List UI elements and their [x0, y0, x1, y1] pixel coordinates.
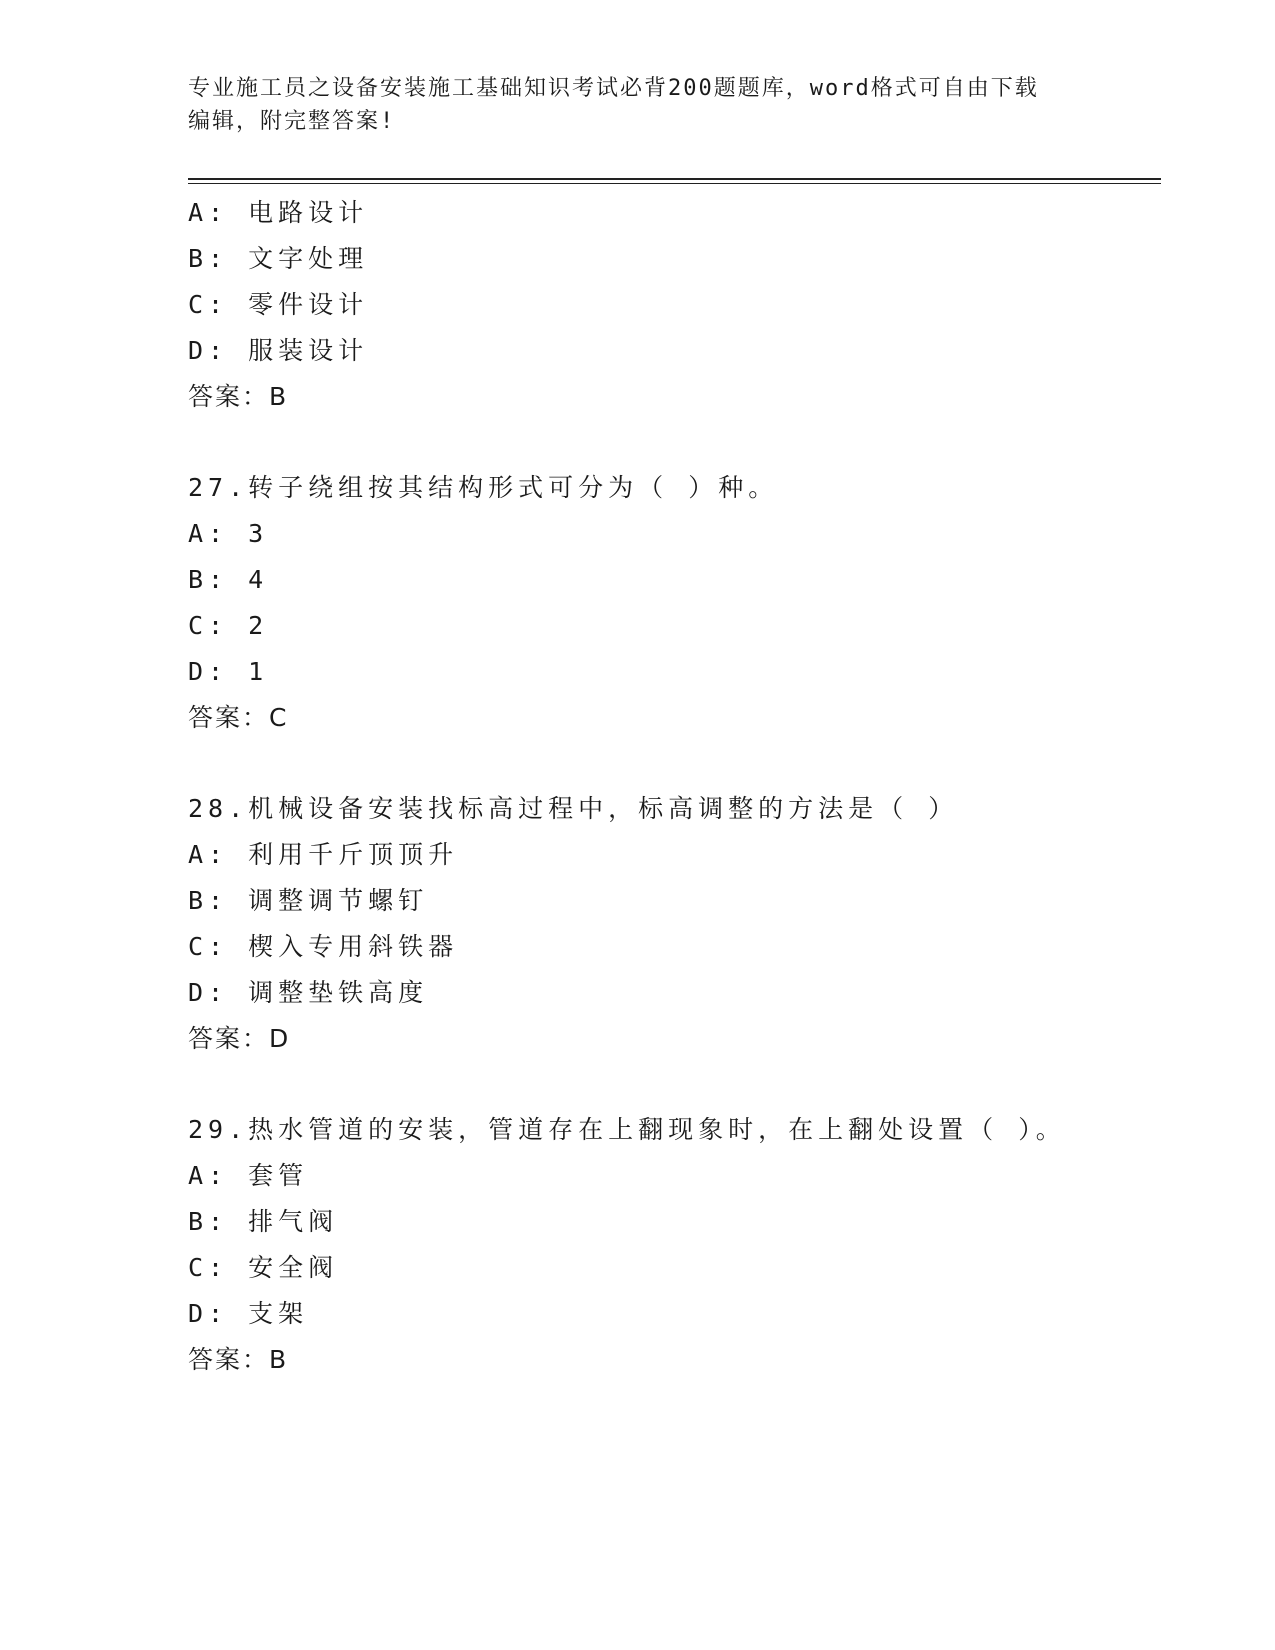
question-28 — [188, 786, 1168, 1062]
document-header — [188, 72, 1088, 138]
question-stem: 28.机械设备安装找标高过程中，标高调整的方法是（ ） — [188, 794, 959, 823]
option-c: C: 楔入专用斜铁器 — [188, 932, 459, 961]
option-a: A: 利用千斤顶顶升 — [188, 840, 459, 869]
option-b: B: 排气阀 — [188, 1207, 339, 1236]
header-title-line-2: 编辑，附完整答案! — [188, 109, 396, 134]
question-block-continued — [188, 190, 1168, 420]
option-d: D: 调整垫铁高度 — [188, 978, 429, 1007]
option-b: B: 文字处理 — [188, 244, 369, 273]
header-divider-thick — [188, 178, 1161, 180]
option-c: C: 2 — [188, 611, 269, 640]
answer-line: 答案：B — [188, 1345, 289, 1374]
option-c: C: 安全阀 — [188, 1253, 339, 1282]
question-29 — [188, 1107, 1168, 1383]
option-d: D: 支架 — [188, 1299, 309, 1328]
header-title-line-1: 专业施工员之设备安装施工基础知识考试必背200题题库，word格式可自由下载 — [188, 76, 1039, 101]
option-c: C: 零件设计 — [188, 290, 369, 319]
option-a: A: 套管 — [188, 1161, 309, 1190]
option-b: B: 4 — [188, 565, 269, 594]
header-divider-thin — [188, 183, 1161, 184]
question-list — [188, 190, 1168, 1383]
question-27 — [188, 465, 1168, 741]
answer-line: 答案：D — [188, 1024, 291, 1053]
answer-line: 答案：B — [188, 382, 289, 411]
option-d: D: 服装设计 — [188, 336, 369, 365]
option-b: B: 调整调节螺钉 — [188, 886, 429, 915]
option-d: D: 1 — [188, 657, 269, 686]
question-stem: 27.转子绕组按其结构形式可分为（ ）种。 — [188, 473, 779, 502]
option-a: A: 3 — [188, 519, 269, 548]
question-stem: 29.热水管道的安装，管道存在上翻现象时，在上翻处设置（ ）。 — [188, 1115, 1066, 1144]
option-a: A: 电路设计 — [188, 198, 369, 227]
answer-line: 答案：C — [188, 703, 289, 732]
